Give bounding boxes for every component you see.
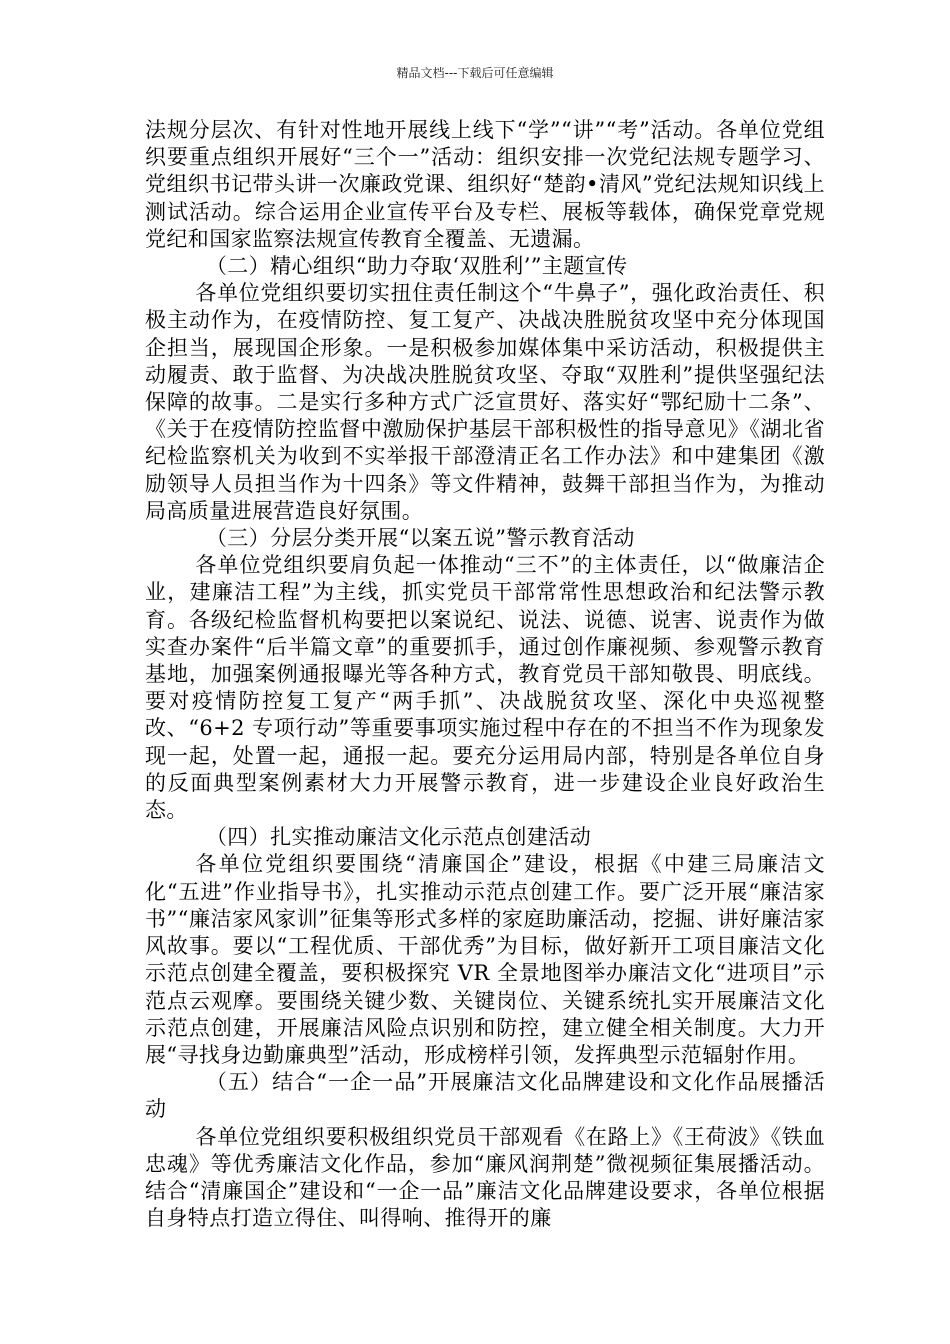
page-header: 精品文档---下载后可任意编辑 — [396, 66, 554, 80]
body-paragraph: 法规分层次、有针对性地开展线上线下“学”“讲”“考”活动。各单位党组织要重点组织开展好“三个一”活动：组织安排一次党纪法规专题学习、党组织书记带头讲一次廉政党课、组织好“楚韵•清风”党纪法规知识线上测试活动。综合运用企业宣传平台及专栏、展板等载体，确保党章党规党纪和国家监察法规宣传教育全覆盖、无遗漏。 — [145, 118, 825, 251]
section-heading-4: （四）扎实推动廉洁文化示范点创建活动 — [205, 825, 592, 850]
document-body — [145, 117, 825, 1232]
body-paragraph: 各单位党组织要围绕“清廉国企”建设，根据《中建三局廉洁文化“五进”作业指导书》，扎实推动示范点创建工作。要广泛开展“廉洁家书”“廉洁家风家训”征集等形式多样的家庭助廉活动，挖掘、讲好廉洁家风故事。要以“工程优质、干部优秀”为目标，做好新开工项目廉洁文化示范点创建全覆盖，要积极探究 VR 全景地图举办廉洁文化“进项目”示范点云观摩。要围绕关键少数、关键岗位、关键系统扎实开展廉洁文化示范点创建，开展廉洁风险点识别和防控，建立健全相关制度。大力开展“寻找身边勤廉典型”活动，形成榜样引领，发挥典型示范辐射作用。 — [145, 852, 825, 1067]
section-heading-3: （三）分层分类开展“以案五说”警示教育活动 — [205, 526, 635, 551]
body-paragraph: 各单位党组织要积极组织党员干部观看《在路上》《王荷波》《铁血忠魂》等优秀廉洁文化作品，参加“廉风润荆楚”微视频征集展播活动。结合“清廉国企”建设和“一企一品”廉洁文化品牌建设要求，各单位根据自身特点打造立得住、叫得响、推得开的廉 — [145, 1124, 825, 1231]
body-paragraph: 各单位党组织要切实扭住责任制这个“牛鼻子”，强化政治责任、积极主动作为，在疫情防控、复工复产、决战决胜脱贫攻坚中充分体现国企担当，展现国企形象。一是积极参加媒体集中采访活动，积极提供主动履责、敢于监督、为决战决胜脱贫攻坚、夺取“双胜利”提供坚强纪法保障的故事。二是实行多种方式广泛宣贯好、落实好“鄂纪励十二条”、《关于在疫情防控监督中激励保护基层干部积极性的指导意见》《湖北省纪检监察机关为收到不实举报干部澄清正名工作办法》和中建集团《激励领导人员担当作为十四条》等文件精神，鼓舞干部担当作为，为推动局高质量进展营造良好氛围。 — [145, 281, 825, 523]
section-heading-5: （五）结合“一企一品”开展廉洁文化品牌建设和文化作品展播活动 — [145, 1070, 825, 1122]
section-heading-2: （二）精心组织“助力夺取‘双胜利’”主题宣传 — [205, 254, 628, 279]
body-paragraph: 各单位党组织要肩负起一体推动“三不”的主体责任，以“做廉洁企业，建廉洁工程”为主线，抓实党员干部常常性思想政治和纪法警示教育。各级纪检监督机构要把以案说纪、说法、说德、说害、说责作为做实查办案件“后半篇文章”的重要抓手，通过创作廉视频、参观警示教育基地，加强案例通报曝光等各种方式，教育党员干部知敬畏、明底线。要对疫情防控复工复产“两手抓”、决战脱贫攻坚、深化中央巡视整改、“6+2 专项行动”等重要事项实施过程中存在的不担当不作为现象发现一起，处置一起，通报一起。要充分运用局内部，特别是各单位自身的反面典型案例素材大力开展警示教育，进一步建设企业良好政治生态。 — [145, 553, 825, 823]
